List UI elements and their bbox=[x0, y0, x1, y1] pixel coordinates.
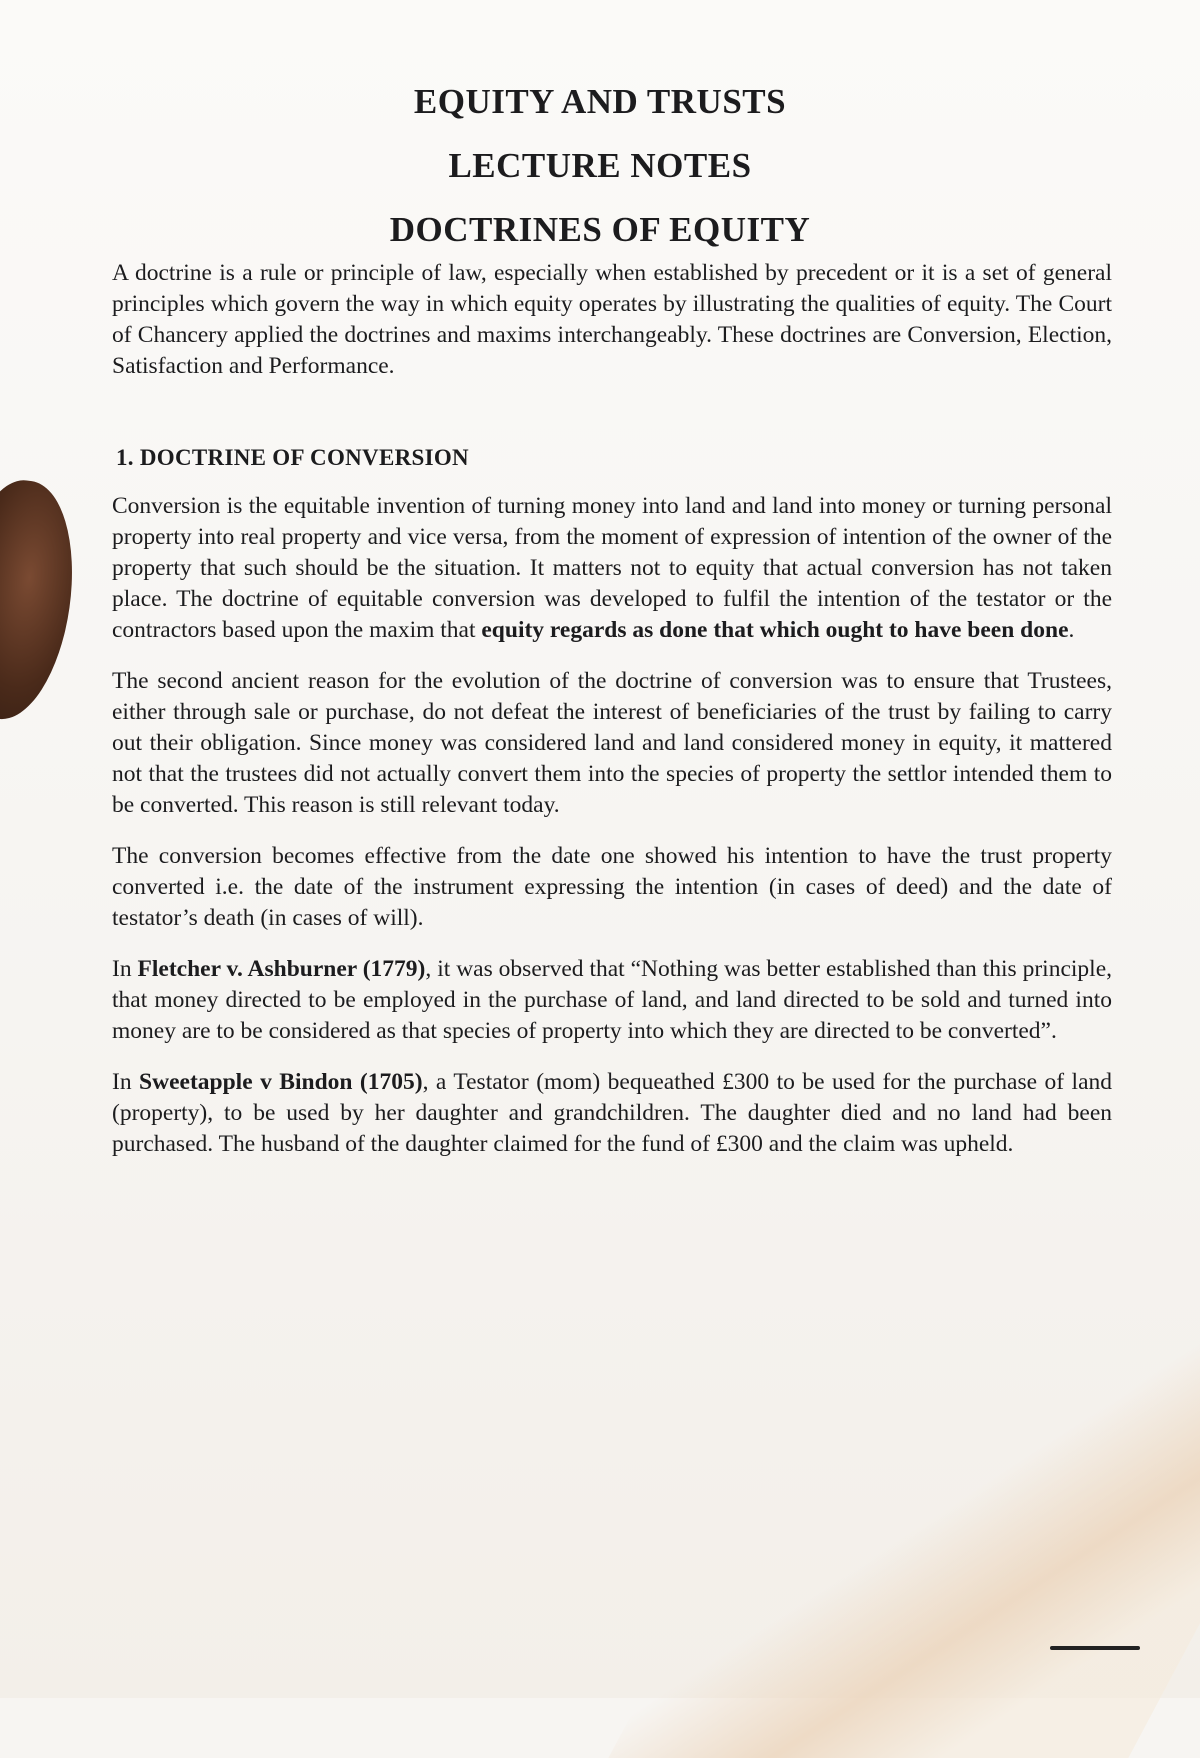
intro-paragraph: A doctrine is a rule or principle of law, especially when established by precedent or it is a set of general principles which govern the way in which equity operates by illustrating the qualities of equity. The Court of Chancery applied the doctrines and maxims interchangeably. These doctrines are Conversion, Election, Satisfaction and Performance. bbox=[112, 260, 1112, 379]
thumb-finger bbox=[0, 474, 86, 727]
document-title: EQUITY AND TRUSTS bbox=[413, 82, 787, 121]
sweetapple-pre: In bbox=[112, 1069, 140, 1095]
fletcher-paragraph bbox=[112, 954, 1112, 1047]
document-subtitle: LECTURE NOTES bbox=[448, 146, 752, 185]
document-heading: DOCTRINES OF EQUITY bbox=[389, 210, 811, 249]
fletcher-text: , it was observed that “Nothing was better established than this principle, that money directed to be employed in the purchase of land, and land directed to be sold and turned into money are to be considered as that species of property into which they are directed to be converted”. bbox=[112, 956, 1113, 1044]
effective-date-paragraph: The conversion becomes effective from the date one showed his intention to have the trust property converted i.e. the date of the instrument expressing the intention (in cases of deed) and the date of testator’s death (in cases of will). bbox=[112, 843, 1112, 931]
document-body bbox=[112, 258, 1112, 1180]
sweetapple-text: , a Testator (mom) bequeathed £300 to be used for the purchase of land (property), to be used by her daughter and grandchildren. The daughter died and no land had been purchased. The husband of the daughter claimed for the fund of £300 and the claim was upheld. bbox=[112, 1069, 1113, 1157]
sweetapple-case-name: Sweetapple v Bindon (1705) bbox=[139, 1069, 423, 1095]
title-block bbox=[0, 70, 1200, 262]
edge-mark bbox=[1050, 1646, 1140, 1650]
section-heading: 1. DOCTRINE OF CONVERSION bbox=[116, 445, 469, 470]
conversion-end: . bbox=[1068, 617, 1075, 643]
maxim-bold: equity regards as done that which ought to have been done bbox=[481, 617, 1069, 643]
fletcher-case-name: Fletcher v. Ashburner (1779) bbox=[137, 956, 426, 982]
fletcher-pre: In bbox=[112, 956, 138, 982]
conversion-paragraph bbox=[112, 491, 1112, 646]
conversion-text: Conversion is the equitable invention of turning money into land and land into money or turning personal property into real property and vice versa, from the moment of expression of intention of the owner of the property that such should be the situation. It matters not to equity that actual conversion has not taken place. The doctrine of equitable conversion was developed to fulfil the intention of the testator or the contractors based upon the maxim that bbox=[112, 493, 1112, 643]
sweetapple-paragraph bbox=[112, 1067, 1112, 1160]
second-reason-paragraph: The second ancient reason for the evolution of the doctrine of conversion was to ensure that Trustees, either through sale or purchase, do not defeat the interest of beneficiaries of the trust by failing to carry out their obligation. Since money was considered land and land considered money in equity, it mattered not that the trustees did not actually convert them into the species of property the settlor intended them to be converted. This reason is still relevant today. bbox=[112, 668, 1112, 818]
light-glare bbox=[608, 1338, 1200, 1758]
